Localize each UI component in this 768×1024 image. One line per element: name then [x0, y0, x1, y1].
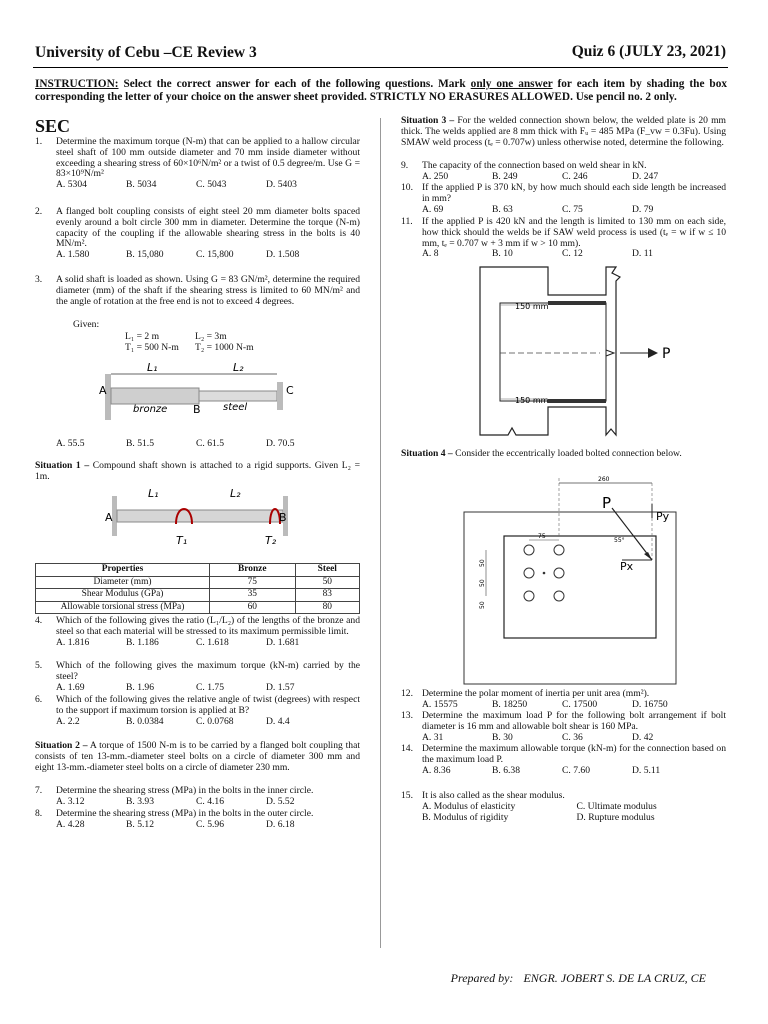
answer-options-row-2	[422, 813, 726, 824]
option-a: A. 8	[422, 248, 439, 260]
label-c: C	[286, 384, 294, 397]
option-d: D. 70.5	[266, 438, 295, 449]
option-d: D. 1.508	[266, 249, 300, 261]
footer-name: ENGR. JOBERT S. DE LA CRUZ, CE	[523, 971, 706, 985]
header-rule	[33, 67, 728, 68]
situation-text: A torque of 1500 N-m is to be carried by a flanged bolt coupling that consists of ten 13-mm.-diameter steel bolts on a circle of diameter 300 mm and eight 13-mm.-diameter steel bolts on a circle of diameter 230 mm.	[35, 740, 361, 773]
steel-segment	[199, 391, 277, 401]
answer-options	[56, 180, 360, 191]
angle-label: 55°	[614, 537, 625, 544]
option-b: B. 5034	[126, 179, 157, 191]
bronze-segment	[111, 388, 199, 404]
px-label: Px	[620, 560, 634, 573]
label-b: B	[193, 403, 201, 416]
option-d: D. 6.18	[266, 818, 295, 830]
weld-top	[548, 301, 606, 305]
dim-bottom-label: 150 mm	[515, 396, 549, 405]
question-number: 1.	[35, 136, 43, 147]
option-a: A. 5304	[56, 179, 87, 191]
option-d: D. 247	[632, 170, 659, 182]
given-label: Given:	[73, 319, 100, 330]
question-4	[35, 616, 360, 648]
option-c: C. 4.16	[196, 795, 224, 807]
option-c: C. 75	[562, 203, 583, 215]
option-a: A. 1.580	[56, 249, 90, 261]
option-a: A. 69	[422, 203, 444, 215]
cell: 75	[210, 576, 296, 589]
section-heading: SEC	[35, 116, 71, 136]
question-14	[401, 744, 726, 776]
option-c: C. 61.5	[196, 438, 224, 449]
properties-table	[35, 563, 360, 614]
option-c: C. 15,800	[196, 249, 234, 261]
question-number: 12.	[401, 688, 413, 699]
load-arrow	[648, 348, 658, 358]
question-number: 14.	[401, 743, 413, 754]
option-d: D. 5.11	[632, 764, 661, 776]
option-c: C. 17500	[562, 698, 598, 710]
answer-options	[422, 249, 726, 260]
option-c: C. 5.96	[196, 818, 224, 830]
label-a: A	[99, 384, 107, 397]
question-text: Which of the following gives the ratio (L₁/L₂) of the lengths of the bronze and steel so that each material will be stressed to its maximum permissible limit.	[56, 615, 360, 637]
option-a: A. 1.816	[56, 636, 90, 648]
question-10	[401, 183, 726, 215]
option-c: C. 1.618	[196, 636, 229, 648]
option-a: A. 31	[422, 731, 444, 743]
question-number: 9.	[401, 160, 409, 171]
situation-4	[401, 449, 726, 460]
answer-options-row-1	[422, 802, 726, 813]
option-b: B. 0.0384	[126, 715, 164, 727]
label-bronze: bronze	[133, 404, 168, 415]
header-bronze: Bronze	[210, 564, 296, 577]
situation-text: Consider the eccentrically loaded bolted connection below.	[452, 448, 682, 459]
label-l2: L₂	[233, 361, 244, 374]
question-13	[401, 711, 726, 743]
label-l2: L₂	[230, 487, 241, 500]
answer-options	[56, 638, 360, 649]
dim-50-2: 50	[479, 579, 486, 587]
option-d: D. 1.57	[266, 681, 295, 693]
document-title: University of Cebu –CE Review 3	[35, 44, 257, 61]
question-text: Which of the following gives the relative angle of twist (degrees) with respect to the support if maximum torsion is applied at B?	[56, 694, 360, 716]
cell: 35	[210, 589, 296, 602]
question-number: 13.	[401, 710, 413, 721]
header-properties: Properties	[36, 564, 210, 577]
question-number: 5.	[35, 660, 43, 671]
option-b: B. 18250	[492, 698, 528, 710]
dim-50-1: 50	[479, 559, 486, 567]
question-text: If the applied P is 420 kN and the length is limited to 130 mm on each side, how thick should the welds be if SAW weld process is used (tₑ = w if w ≤ 10 mm, tₑ = 0.707 w + 3 mm if w > 10 mm).	[422, 216, 726, 249]
option-a: A. 4.28	[56, 818, 85, 830]
question-8	[35, 809, 360, 831]
answer-options	[56, 250, 360, 261]
question-text: Determine the maximum load P for the following bolt arrangement if bolt diameter is 16 mm and allowable bolt shear is 160 MPa.	[422, 710, 726, 732]
dim-50-3: 50	[479, 601, 486, 609]
shaft	[117, 510, 283, 522]
question-text: Determine the polar moment of inertia per unit area (mm²).	[422, 688, 650, 699]
option-d: D. Rupture modulus	[576, 811, 655, 823]
option-d: D. 11	[632, 248, 653, 260]
bolt	[524, 591, 534, 601]
cell: 50	[295, 576, 360, 589]
instruction-label: INSTRUCTION:	[35, 78, 119, 90]
dim-75-label: 75	[538, 533, 546, 540]
question-number: 6.	[35, 694, 43, 705]
option-c: C. 7.60	[562, 764, 590, 776]
question-text: If the applied P is 370 kN, by how much should each side length be increased in mm?	[422, 182, 726, 204]
option-a: A. 15575	[422, 698, 458, 710]
situation-text: Compound shaft shown is attached to a rigid supports. Given L₂ = 1m.	[35, 460, 360, 482]
cell: Shear Modulus (GPa)	[36, 589, 210, 602]
p-label: P	[602, 494, 612, 512]
footer-label: Prepared by:	[450, 971, 514, 985]
option-c: C. 0.0768	[196, 715, 234, 727]
table-row	[36, 576, 360, 589]
given-t2: T₂ = 1000 N-m	[195, 342, 254, 353]
question-number: 3.	[35, 274, 43, 285]
instructions	[35, 78, 727, 103]
bolt	[554, 568, 564, 578]
bolt	[524, 568, 534, 578]
cell: 83	[295, 589, 360, 602]
welded-connection-figure	[470, 265, 700, 445]
option-d: D. 1.681	[266, 636, 300, 648]
question-3	[35, 275, 360, 307]
option-c: C. 5043	[196, 179, 227, 191]
question-3-options	[56, 439, 360, 450]
option-a: A. 2.2	[56, 715, 80, 727]
question-2	[35, 207, 360, 261]
question-number: 15.	[401, 790, 413, 801]
wall-left	[105, 374, 111, 420]
option-d: D. 42	[632, 731, 654, 743]
answer-options	[56, 820, 360, 831]
answer-options	[422, 205, 726, 216]
option-a: A. 55.5	[56, 438, 85, 449]
option-d: D. 79	[632, 203, 654, 215]
table-header-row	[36, 564, 360, 577]
table-row	[36, 589, 360, 602]
cell: 60	[210, 601, 296, 614]
question-text: Determine the maximum torque (N-m) that can be applied to a hallow circular steel shaft of 100 mm outside diameter and 70 mm inside diameter without exceeding a shearing stress of 60×10⁶N/m² or a twist of 0.5 degree/m. Use G = 83×10⁹N/m²	[56, 136, 360, 180]
option-c: C. Ultimate modulus	[576, 800, 657, 812]
option-a: A. 250	[422, 170, 449, 182]
question-5	[35, 661, 360, 693]
question-number: 8.	[35, 808, 43, 819]
question-text: It is also called as the shear modulus.	[422, 790, 565, 801]
footer	[441, 971, 706, 986]
situation-label: Situation 3 –	[401, 115, 455, 126]
centroid-dot	[543, 572, 546, 575]
welded-plate	[500, 303, 606, 401]
solid-shaft-figure	[95, 360, 300, 428]
bolt	[554, 591, 564, 601]
option-d: D. 5403	[266, 179, 297, 191]
option-a: A. 8.36	[422, 764, 451, 776]
option-c: C. 246	[562, 170, 588, 182]
compound-shaft-figure	[100, 484, 300, 550]
instruction-underlined: only one answer	[470, 78, 553, 90]
weld-bottom	[548, 399, 606, 403]
situation-label: Situation 1 –	[35, 460, 90, 471]
question-text: A solid shaft is loaded as shown. Using G = 83 GN/m², determine the required diameter (mm) of the shaft if the shearing stress is limited to 60 MN/m² and the angle of rotation at the free end is not to exceed 4 degrees.	[56, 274, 360, 307]
answer-options	[56, 717, 360, 728]
option-b: B. 249	[492, 170, 518, 182]
option-b: B. 63	[492, 203, 513, 215]
situation-label: Situation 4 –	[401, 448, 453, 459]
instruction-text-1: Select the correct answer for each of the following questions. Mark	[118, 78, 471, 90]
py-label: Py	[656, 510, 670, 523]
given-t1: T₁ = 500 N-m	[125, 342, 179, 353]
question-15	[401, 791, 726, 823]
question-text: The capacity of the connection based on weld shear in kN.	[422, 160, 647, 171]
question-text: A flanged bolt coupling consists of eight steel 20 mm diameter bolts spaced evenly around a bolt circle 300 mm in diameter. Determine the torque (N-m) capacity of the coupling if the allowable shearing stress in the bolts is 40 MN/m².	[56, 206, 360, 250]
question-number: 10.	[401, 182, 413, 193]
option-a: A. 3.12	[56, 795, 85, 807]
option-a: A. Modulus of elasticity	[422, 800, 516, 812]
label-l1: L₁	[147, 361, 158, 374]
option-b: B. 30	[492, 731, 513, 743]
cell: Allowable torsional stress (MPa)	[36, 601, 210, 614]
answer-options	[422, 733, 726, 744]
dim-260-label: 260	[598, 476, 610, 483]
option-b: B. 10	[492, 248, 513, 260]
question-number: 11.	[401, 216, 413, 227]
question-text: Which of the following gives the maximum torque (kN-m) carried by the steel?	[56, 660, 360, 682]
answer-options	[56, 683, 360, 694]
question-1	[35, 137, 360, 191]
question-7	[35, 786, 360, 808]
given-l1: L₁ = 2 m	[125, 331, 160, 342]
cell: Diameter (mm)	[36, 576, 210, 589]
question-text: Determine the maximum allowable torque (kN-m) for the connection based on the maximum load P.	[422, 743, 726, 765]
option-b: B. 15,080	[126, 249, 164, 261]
situation-text: For the welded connection shown below, the welded plate is 20 mm thick. The welds applied are 8 mm thick with Fᵤ = 485 MPa (F_vw = 0.3Fu). Using SMAW weld process (tₑ = 0.707w) unless otherwise noted, determine the following.	[401, 115, 726, 148]
option-b: B. 3.93	[126, 795, 154, 807]
load-label: P	[662, 346, 671, 362]
option-c: C. 12	[562, 248, 583, 260]
bolt	[524, 545, 534, 555]
end-disk	[277, 382, 283, 410]
option-a: A. 1.69	[56, 681, 85, 693]
option-b: B. 51.5	[126, 438, 154, 449]
bolt	[554, 545, 564, 555]
option-d: D. 5.52	[266, 795, 295, 807]
option-b: B. 6.38	[492, 764, 520, 776]
dim-top-label: 150 mm	[515, 302, 549, 311]
question-number: 7.	[35, 785, 43, 796]
table-row	[36, 601, 360, 614]
column-divider	[380, 118, 381, 948]
situation-1	[35, 461, 360, 483]
situation-2	[35, 741, 360, 773]
option-b: B. 5.12	[126, 818, 154, 830]
option-d: D. 16750	[632, 698, 668, 710]
wall-left	[112, 496, 117, 536]
situation-label: Situation 2 –	[35, 740, 88, 751]
quiz-title: Quiz 6 (JULY 23, 2021)	[571, 43, 726, 60]
option-b: B. 1.186	[126, 636, 159, 648]
question-text: Determine the shearing stress (MPa) in the bolts in the inner circle.	[56, 785, 314, 796]
answer-options	[422, 700, 726, 711]
question-number: 4.	[35, 615, 43, 626]
option-d: D. 4.4	[266, 715, 290, 727]
option-b: B. Modulus of rigidity	[422, 811, 509, 823]
question-text: Determine the shearing stress (MPa) in the bolts in the outer circle.	[56, 808, 314, 819]
question-9	[401, 161, 726, 183]
instruction-text-2: for each item by shading the box corresponding the letter of your choice on the answer sheet provided. STRICTLY NO ERASURES ALLOWED. Use pencil no. 2 only.	[35, 78, 727, 103]
bolted-connection-figure	[462, 474, 682, 686]
answer-options	[422, 766, 726, 777]
answer-options	[56, 797, 360, 808]
option-c: C. 1.75	[196, 681, 224, 693]
situation-3	[401, 116, 726, 148]
label-l1: L₁	[148, 487, 159, 500]
given-l2: L₂ = 3m	[195, 331, 227, 342]
label-a: A	[105, 511, 113, 524]
question-11	[401, 217, 726, 260]
question-6	[35, 695, 360, 727]
label-b: B	[279, 511, 287, 524]
header-steel: Steel	[295, 564, 360, 577]
question-number: 2.	[35, 206, 43, 217]
label-steel: steel	[223, 402, 248, 413]
question-12	[401, 689, 726, 711]
label-t1: T₁	[176, 534, 188, 547]
label-t2: T₂	[265, 534, 277, 547]
plate-break	[606, 350, 614, 356]
answer-options	[422, 172, 726, 183]
option-c: C. 36	[562, 731, 583, 743]
option-b: B. 1.96	[126, 681, 154, 693]
cell: 80	[295, 601, 360, 614]
